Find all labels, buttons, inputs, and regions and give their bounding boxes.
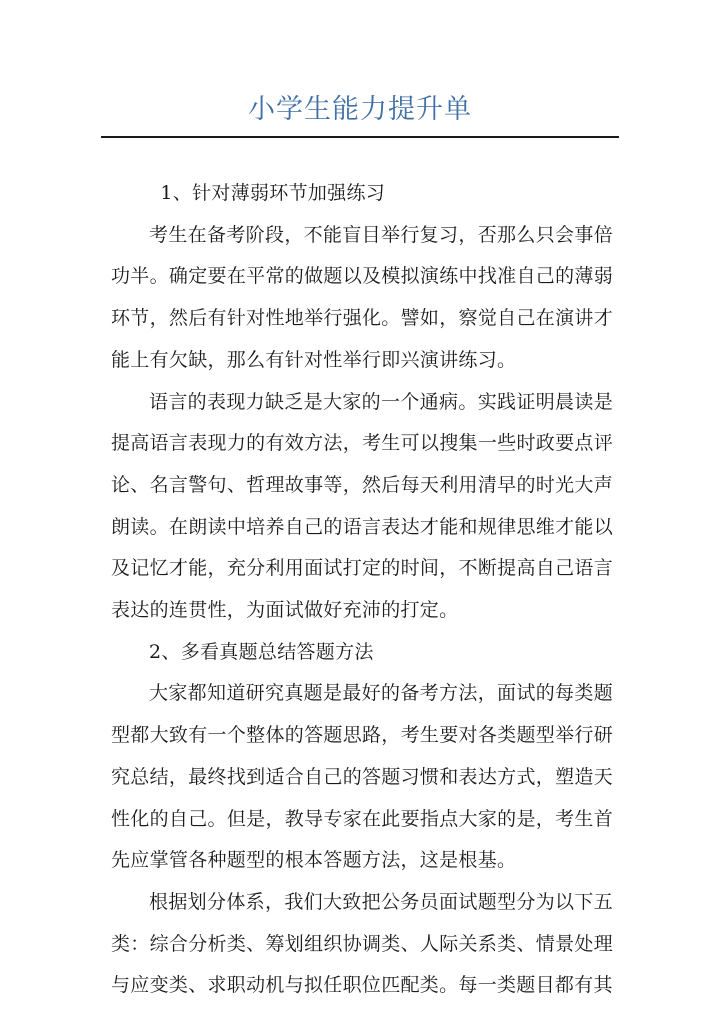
paragraph-3: 大家都知道研究真题是最好的备考方法，面试的每类题型都大致有一个整体的答题思路，考生要对各类题型举行研究总结，最终找到适合自己的答题习惯和表达方式，塑造天性化的自己。但是，教导专家在此要指点大家的是，考生首先应掌管各种题型的根本答题方法，这是根基。 — [111, 682, 613, 872]
paragraph-4: 根据划分体系，我们大致把公务员面试题型分为以下五类：综合分析类、筹划组织协调类、人际关系类、情景处理与应变类、求职动机与拟任职位匹配类。每一类题目都有其 — [111, 890, 613, 997]
paragraph-2: 语言的表现力缺乏是大家的一个通病。实践证明晨读是提高语言表现力的有效方法，考生可以搜集一些时政要点评论、名言警句、哲理故事等，然后每天利用清早的时光大声朗读。在朗读中培养自己的语言表达才能和规律思维才能以及记忆才能，充分利用面试打定的时间，不断提高自己语言表达的连贯性，为面试做好充沛的打定。 — [111, 390, 613, 622]
section-heading-1: 1、针对薄弱环节加强练习 — [160, 182, 386, 204]
paragraph-1: 考生在备考阶段，不能盲目举行复习，否那么只会事倍功半。确定要在平常的做题以及模拟演练中找准自己的薄弱环节，然后有针对性地举行强化。譬如，察觉自己在演讲才能上有欠缺，那么有针对性举行即兴演讲练习。 — [111, 223, 613, 371]
document-body — [111, 173, 613, 1007]
document-title: 小学生能力提升单 — [248, 94, 472, 125]
title-divider — [101, 136, 619, 138]
section-heading-2: 2、多看真题总结答题方法 — [149, 640, 374, 663]
